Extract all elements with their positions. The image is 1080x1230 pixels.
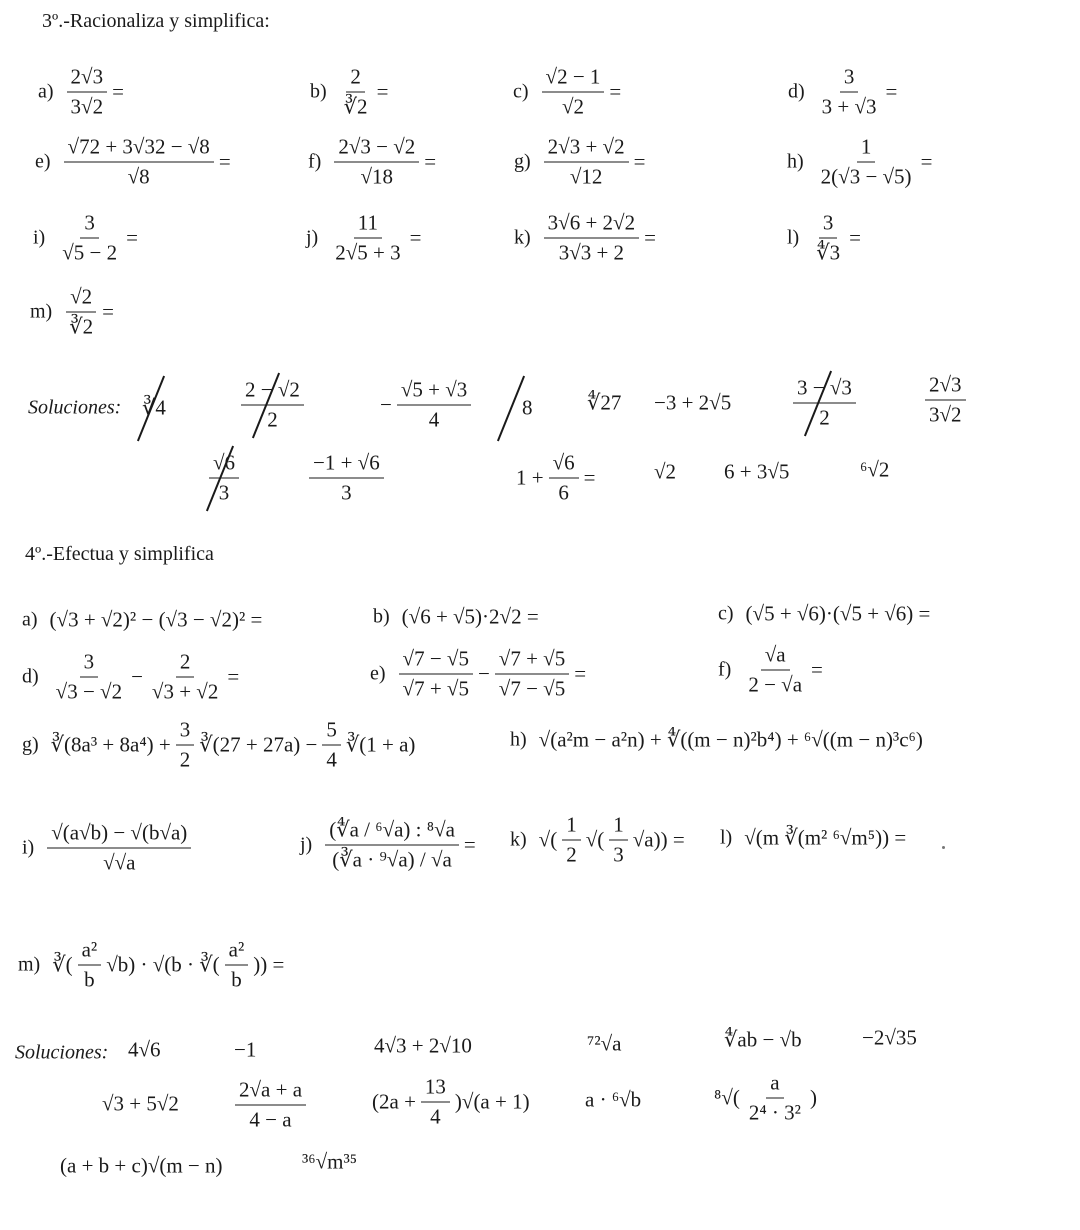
section-4-title: 4º.-Efectua y simplifica (25, 543, 214, 565)
denominator: √5 − 2 (62, 240, 118, 265)
exercise-label: l) (787, 226, 800, 249)
fraction (67, 65, 108, 120)
solution-item (300, 1150, 359, 1175)
exercise-label: i) (22, 836, 35, 859)
expression-text: 8 (522, 395, 533, 420)
expression-text: ∛(27 + 27a) − (199, 732, 318, 757)
exercise-item (514, 135, 647, 190)
fraction (322, 718, 341, 773)
expression-text: ∜ab − √b (724, 1027, 802, 1052)
expression-text: = (583, 465, 596, 490)
fraction (47, 821, 191, 876)
solution-item (140, 396, 168, 421)
fraction (818, 65, 881, 120)
numerator: 2√3 + √2 (544, 135, 629, 163)
numerator: 3 (840, 65, 859, 93)
numerator: √a (761, 643, 790, 671)
expression-text: ³⁶√m³⁵ (302, 1149, 358, 1174)
numerator: 1 (562, 813, 581, 841)
exercise-label: a) (38, 80, 54, 103)
denominator: ∛2 (69, 314, 94, 339)
fraction (325, 818, 459, 873)
expression-text: √( (538, 827, 558, 852)
exercise-item (35, 135, 233, 190)
fraction (65, 285, 97, 340)
numerator: √6 (209, 451, 239, 479)
denominator: 3√2 (929, 402, 962, 427)
exercise-label: g) (514, 150, 531, 173)
expression-text: √b) · √(b · ∛( (106, 952, 220, 977)
denominator: 6 (558, 480, 569, 505)
fraction (78, 938, 102, 993)
expression-text: √3 + 5√2 (102, 1091, 179, 1116)
numerator: 3 (80, 211, 99, 239)
exercise-item (373, 605, 541, 630)
solution-item (520, 396, 535, 421)
denominator: 4 (428, 407, 440, 432)
expression-text: = (811, 657, 823, 682)
fraction (544, 211, 639, 266)
fraction (309, 451, 384, 506)
expression-text: = (885, 79, 898, 104)
exercise-label: m) (30, 300, 53, 323)
solution-item (858, 458, 891, 483)
expression-text: ∛4 (142, 395, 166, 420)
expression-text: = (126, 225, 138, 250)
denominator: √7 + √5 (402, 676, 469, 701)
expression-text: − (380, 392, 392, 417)
fraction (925, 373, 966, 428)
exercise-label: h) (787, 150, 804, 173)
expression-text: −2√35 (862, 1025, 917, 1050)
numerator: √72 + 3√32 − √8 (64, 135, 214, 163)
exercise-item (510, 728, 925, 753)
denominator: 3√2 (70, 94, 104, 119)
solution-item (514, 451, 597, 506)
expression-text: = (227, 664, 240, 689)
expression-text: = (644, 225, 656, 250)
solution-item (206, 451, 242, 506)
denominator: 3 (218, 480, 230, 505)
fraction (817, 135, 916, 190)
solution-item (232, 1078, 309, 1133)
numerator: −1 + √6 (309, 451, 384, 479)
solution-item (585, 1032, 623, 1057)
denominator: √3 + √2 (151, 679, 219, 704)
expression-text: (a + b + c)√(m − n) (60, 1153, 223, 1178)
expression-text: ) (809, 1085, 817, 1110)
exercise-label: k) (514, 226, 531, 249)
expression-text: √(m ∛(m² ⁶√m⁵)) = (744, 825, 907, 850)
expression-text: 4√3 + 2√10 (374, 1033, 472, 1058)
fraction (399, 647, 473, 702)
exercise-label: a) (22, 608, 38, 631)
expression-text: = (463, 832, 476, 857)
exercise-item (33, 211, 140, 266)
solution-item (370, 1075, 532, 1130)
exercise-item (510, 813, 687, 868)
solution-item (232, 1038, 258, 1063)
expression-text: ∛( (52, 952, 73, 977)
fraction (148, 650, 222, 705)
numerator: a² (78, 938, 102, 966)
numerator: 1 (609, 813, 628, 841)
fraction (209, 451, 239, 506)
exercise-item (787, 211, 863, 266)
exercise-label: b) (373, 605, 390, 628)
numerator: √2 (66, 285, 96, 313)
expression-text: = (609, 79, 622, 104)
solution-item (58, 1154, 225, 1179)
numerator: √(a√b) − √(b√a) (47, 821, 191, 849)
expression-text: = (920, 149, 933, 174)
expression-text: √( (585, 827, 605, 852)
fraction (340, 65, 372, 120)
denominator: 2 − √a (748, 672, 803, 697)
exercise-item (513, 65, 623, 120)
denominator: 2⁴ · 3² (748, 1100, 801, 1125)
expression-text: ⁸√( (714, 1085, 740, 1110)
fraction (562, 813, 581, 868)
exercise-label: f) (718, 658, 732, 681)
exercise-label: d) (788, 80, 805, 103)
numerator: 1 (857, 135, 876, 163)
exercise-label: j) (306, 226, 319, 249)
exercise-item (22, 650, 241, 705)
exercise-item (720, 826, 908, 851)
denominator: 3 (341, 480, 352, 505)
expression-text: = (574, 661, 587, 686)
solution-item (583, 1088, 643, 1113)
denominator: 4 (430, 1104, 441, 1129)
numerator: 3 (80, 650, 99, 678)
solution-item (126, 1038, 163, 1063)
exercise-label: g) (22, 733, 39, 756)
exercise-item (22, 821, 194, 876)
solution-item (652, 391, 733, 416)
fraction (812, 211, 844, 266)
numerator: 11 (354, 211, 382, 239)
denominator: 2(√3 − √5) (820, 164, 912, 189)
exercise-item (306, 211, 423, 266)
numerator: 2√3 (925, 373, 966, 401)
denominator: 2 (179, 747, 191, 772)
exercise-label: b) (310, 80, 327, 103)
fraction (793, 376, 856, 431)
denominator: b (231, 967, 242, 992)
numerator: √6 (549, 451, 579, 479)
exercise-item (18, 938, 286, 993)
denominator: 2 (267, 407, 278, 432)
expression-text: −1 (234, 1037, 257, 1062)
expression-text: = (424, 149, 437, 174)
denominator: 2√5 + 3 (335, 240, 401, 265)
expression-text: − (131, 664, 143, 689)
exercise-item (787, 135, 934, 190)
exercise-item (514, 211, 658, 266)
expression-text: = (112, 79, 124, 104)
solution-item (860, 1026, 919, 1051)
denominator: √2 (561, 94, 584, 119)
solution-item (306, 451, 387, 506)
denominator: √18 (360, 164, 394, 189)
exercise-item (30, 285, 116, 340)
numerator: (∜a / ⁶√a) : ⁸√a (325, 818, 459, 846)
exercise-item (718, 643, 825, 698)
expression-text: √a)) = (632, 827, 685, 852)
denominator: b (84, 967, 95, 992)
numerator: 13 (421, 1075, 450, 1103)
numerator: 2√a + a (235, 1078, 306, 1106)
expression-text: 6 + 3√5 (724, 459, 790, 484)
exercise-label: l) (720, 826, 733, 849)
fraction (331, 211, 404, 266)
solution-item (585, 391, 623, 416)
denominator: 2 (819, 405, 830, 430)
denominator: ∛2 (343, 94, 368, 119)
exercise-item (370, 647, 588, 702)
fraction (334, 135, 419, 190)
exercise-label: h) (510, 728, 527, 751)
handwritten-strike-mark (497, 375, 525, 441)
numerator: 2 (346, 65, 365, 93)
solution-item (722, 1028, 804, 1053)
expression-text: ∛(1 + a) (345, 732, 416, 757)
expression-text: = (102, 299, 114, 324)
denominator: 3 (613, 842, 624, 867)
fraction (495, 647, 569, 702)
exercise-label: e) (370, 662, 386, 685)
denominator: √7 − √5 (498, 676, 566, 701)
numerator: 3 (819, 211, 838, 239)
expression-text: (2a + (372, 1089, 416, 1114)
expression-text: ⁷²√a (587, 1031, 622, 1056)
expression-text: −3 + 2√5 (654, 390, 732, 415)
numerator: 2√3 (67, 65, 108, 93)
numerator: √2 − 1 (542, 65, 605, 93)
exercise-item (38, 65, 126, 120)
numerator: √7 + √5 (495, 647, 569, 675)
expression-text: (√5 + √6)·(√5 + √6) = (745, 601, 931, 626)
fraction (744, 643, 806, 698)
numerator: 2 − √2 (241, 378, 304, 406)
solution-item (652, 460, 678, 485)
exercise-label: m) (18, 953, 41, 976)
numerator: a² (225, 938, 249, 966)
expression-text: 4√6 (128, 1037, 161, 1062)
solution-item (722, 460, 791, 485)
expression-text: = (849, 225, 861, 250)
fraction (58, 211, 121, 266)
section-4-solutions-label: Soluciones: (15, 1041, 109, 1064)
expression-text: (√6 + √5)·2√2 = (401, 604, 539, 629)
denominator: √3 − √2 (55, 679, 123, 704)
solution-item (378, 378, 474, 433)
fraction (225, 938, 249, 993)
fraction (176, 718, 195, 773)
section-3-solutions-label: Soluciones: (28, 396, 122, 419)
expression-text: )√(a + 1) (454, 1089, 530, 1114)
expression-text: = (409, 225, 422, 250)
denominator: 3 + √3 (821, 94, 877, 119)
expression-text: = (376, 79, 389, 104)
exercise-item (22, 608, 264, 633)
solution-item (790, 376, 859, 431)
expression-text: a · ⁶√b (585, 1087, 642, 1112)
denominator: √12 (569, 164, 603, 189)
denominator: √√a (103, 850, 136, 875)
expression-text: (√3 + √2)² − (√3 − √2)² = (49, 607, 263, 632)
exercise-label: d) (22, 665, 39, 688)
denominator: 4 − a (249, 1107, 292, 1132)
expression-text: − (477, 661, 490, 686)
exercise-item (718, 602, 932, 627)
fraction (397, 378, 471, 433)
exercise-label: c) (513, 80, 529, 103)
denominator: 3√3 + 2 (558, 240, 625, 265)
numerator: 5 (322, 718, 341, 746)
denominator: 2 (566, 842, 577, 867)
expression-text: √2 (654, 459, 677, 484)
exercise-label: e) (35, 150, 51, 173)
exercise-label: k) (510, 828, 527, 851)
expression-text: √(a²m − a²n) + ∜((m − n)²b⁴) + ⁶√((m − n)³c⁶) (538, 727, 923, 752)
exercise-item (308, 135, 438, 190)
fraction (745, 1071, 805, 1126)
fraction (52, 650, 126, 705)
numerator: √7 − √5 (399, 647, 473, 675)
solution-item (238, 378, 307, 433)
expression-text: 1 + (516, 465, 544, 490)
fraction (235, 1078, 306, 1133)
section-3-title: 3º.-Racionaliza y simplifica: (42, 10, 270, 32)
numerator: 3 − √3 (793, 376, 856, 404)
fraction (421, 1075, 450, 1130)
numerator: 2√3 − √2 (334, 135, 419, 163)
fraction (544, 135, 629, 190)
fraction (64, 135, 214, 190)
numerator: √5 + √3 (397, 378, 471, 406)
solution-item (100, 1092, 181, 1117)
exercise-label: f) (308, 150, 322, 173)
expression-text: )) = (253, 952, 285, 977)
fraction (241, 378, 304, 433)
speck (942, 846, 945, 849)
fraction (549, 451, 579, 506)
solution-item (712, 1071, 819, 1126)
solution-item (922, 373, 969, 428)
exercise-label: j) (300, 833, 313, 856)
denominator: √8 (127, 164, 150, 189)
exercise-label: c) (718, 602, 734, 625)
numerator: a (766, 1071, 783, 1099)
numerator: 3√6 + 2√2 (544, 211, 639, 239)
solution-item (372, 1034, 474, 1059)
numerator: 3 (176, 718, 195, 746)
fraction (542, 65, 605, 120)
exercise-label: i) (33, 226, 46, 249)
exercise-item (300, 818, 478, 873)
expression-text: = (633, 149, 646, 174)
expression-text: ∛(8a³ + 8a⁴) + (50, 732, 171, 757)
exercise-item (788, 65, 899, 120)
expression-text: = (218, 149, 231, 174)
numerator: 2 (176, 650, 195, 678)
exercise-item (310, 65, 390, 120)
expression-text: ⁶√2 (860, 457, 890, 482)
denominator: ∜3 (816, 240, 841, 265)
denominator: 4 (326, 747, 337, 772)
expression-text: ∜27 (587, 390, 622, 415)
exercise-item (22, 718, 417, 773)
fraction (609, 813, 628, 868)
denominator: (∛a · ⁹√a) / √a (332, 847, 452, 872)
